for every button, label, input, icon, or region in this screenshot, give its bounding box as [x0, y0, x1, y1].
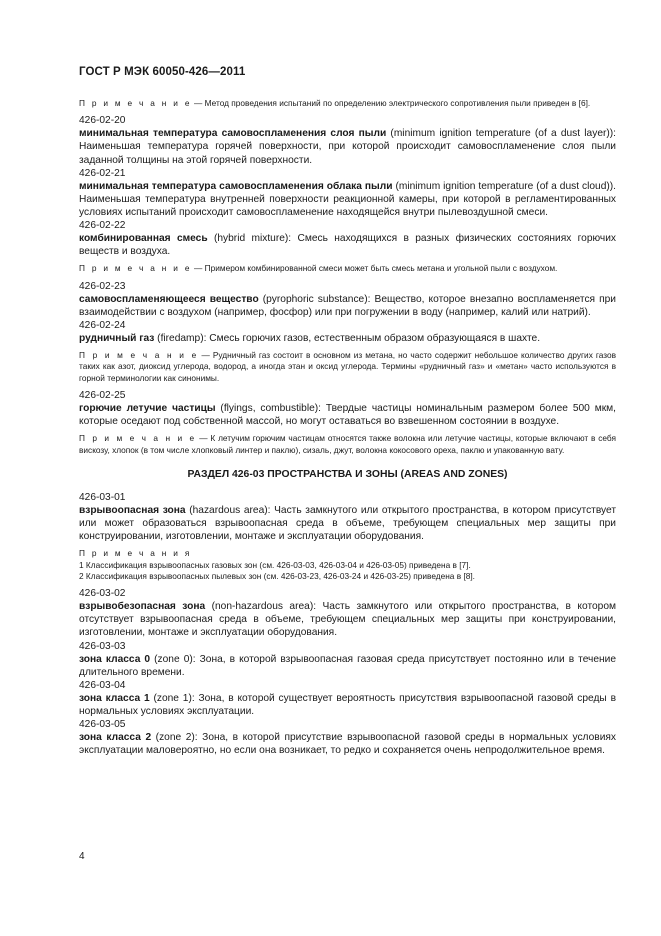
- note-resistivity: [79, 98, 616, 109]
- term-definition: (hazardous area): Часть замкнутого или открытого пространства, в котором присутствует или может образоваться взрывоопасная среда в объеме, требующем специальных мер защиты при конструировании, изготовлении, монтаже и эксплуатации оборудования.: [79, 504, 616, 543]
- term-code: 426-02-25: [79, 389, 126, 401]
- notes-heading: [79, 548, 616, 559]
- term-definition: (minimum ignition temperature (of a dust layer)): Наименьшая температура горячей поверхности, при которой происходит самовоспламенение слоя пыли заданной толщины на этой горячей поверхности.: [79, 128, 616, 166]
- term-definition: (zone 0): Зона, в которой взрывоопасная газовая среда присутствует постоянно или в течение длительного времени.: [79, 653, 616, 678]
- term-code: 426-02-21: [79, 167, 126, 179]
- note-item: 2 Классификация взрывоопасных пылевых зон (см. 426-03-23, 426-03-24 и 426-03-25) приведена в [8].: [79, 570, 475, 581]
- term-entry: [79, 653, 616, 679]
- document-page: [79, 66, 616, 757]
- note-label: П р и м е ч а н и е: [79, 433, 197, 444]
- term-name: взрывоопасная зона: [79, 504, 186, 516]
- term-definition: (pyrophoric substance): Вещество, которое внезапно воспламеняется при взаимодействии с воздухом (например, фосфор) или при погружении в воду (например, калий или натрий).: [79, 293, 617, 318]
- term-entry: [79, 232, 616, 258]
- term-entry: [79, 600, 616, 639]
- term-definition: (zone 2): Зона, в которой присутствие взрывоопасной газовой среды в нормальных условиях эксплуатации маловероятно, но если она возникает, то редко и сохраняется очень непродолжительное время.: [79, 732, 616, 757]
- term-entry: [79, 731, 616, 757]
- term-name: горючие летучие частицы: [79, 403, 216, 415]
- term-code: 426-02-23: [79, 280, 126, 292]
- term-code: 426-02-22: [79, 220, 126, 232]
- note-label: П р и м е ч а н и е: [79, 98, 192, 108]
- term-definition: (hybrid mixture): Смесь находящихся в разных физических состояниях горючих веществ и воздуха.: [79, 233, 617, 258]
- term-definition: (non-hazardous area): Часть замкнутого или открытого пространства, в котором отсутствует взрывоопасная среда в объеме, требующем специальных мер защиты при конструировании, изготовлении, монтаже и эксплуатации оборудования.: [79, 601, 616, 639]
- term-note: [79, 263, 616, 274]
- term-name: самовоспламеняющееся вещество: [79, 293, 259, 305]
- term-entry: [79, 180, 616, 219]
- term-name: взрывобезопасная зона: [79, 601, 206, 613]
- note-item: 1 Классификация взрывоопасных газовых зон (см. 426-03-03, 426-03-04 и 426-03-05) приведена в [7].: [79, 559, 471, 570]
- term-entry: [79, 293, 616, 319]
- term-entry: [79, 402, 616, 428]
- document-header: ГОСТ Р МЭК 60050-426—2011: [79, 66, 246, 78]
- page-number: 4: [79, 851, 85, 862]
- term-code: 426-03-03: [79, 640, 126, 652]
- term-name: минимальная температура самовоспламенения слоя пыли: [79, 128, 387, 140]
- term-name: зона класса 0: [79, 653, 151, 665]
- note-text: — Метод проведения испытаний по определению электрического сопротивления пыли приведен в [6].: [191, 98, 591, 108]
- term-code: 426-02-24: [79, 319, 126, 331]
- term-code: 426-03-04: [79, 679, 126, 691]
- note-text: — Рудничный газ состоит в основном из метана, но часто содержит небольшое количество других газов таких как азот, диоксид углерода, водород, а иногда этан и оксид углерода. Термины «рудничный газ» и «метан» часто используются в горной терминологии как синонимы.: [79, 350, 616, 383]
- term-name: рудничный газ: [79, 333, 155, 344]
- term-code: 426-03-05: [79, 719, 126, 731]
- term-name: зона класса 2: [79, 732, 152, 744]
- term-entry: [79, 127, 616, 166]
- term-entry: [79, 504, 616, 543]
- term-code: 426-03-01: [79, 491, 126, 503]
- term-name: зона класса 1: [79, 692, 150, 704]
- notes-label: П р и м е ч а н и я: [79, 548, 192, 559]
- section-title: РАЗДЕЛ 426-03 ПРОСТРАНСТВА И ЗОНЫ (AREAS AND ZONES): [187, 468, 508, 480]
- note-text: — К летучим горючим частицам относятся также волокна или летучие частицы, которые включают в себя вискозу, хлопок (в том числе хлопковый линтер и паклю), сизаль, джут, волокна кокосового ореха, паклю и упакованную вату.: [79, 433, 616, 455]
- term-note: [79, 433, 616, 456]
- term-definition: (zone 1): Зона, в которой существует вероятность присутствия взрывоопасной газовой среды в нормальных условиях эксплуатации.: [79, 692, 616, 717]
- term-code: 426-03-02: [79, 588, 126, 600]
- term-entry: [79, 692, 616, 718]
- term-code: 426-02-20: [79, 115, 126, 127]
- term-definition: (firedamp): Смесь горючих газов, естественным образом образующаяся в шахте.: [154, 333, 541, 344]
- term-entry: [79, 332, 616, 345]
- note-label: П р и м е ч а н и е: [79, 263, 192, 274]
- term-definition: (flyings, combustible): Твердые частицы номинальным размером более 500 мкм, которые оседают под собственной массой, но могут оставаться во взвешенном состоянии в воздухе.: [79, 403, 617, 428]
- term-name: минимальная температура самовоспламенения облака пыли: [79, 180, 393, 192]
- note-text: — Примером комбинированной смеси может быть смесь метана и угольной пыли с воздухом.: [191, 263, 558, 274]
- note-label: П р и м е ч а н и е: [79, 350, 199, 361]
- term-note: [79, 350, 616, 384]
- term-definition: (minimum ignition temperature (of a dust cloud)). Наименьшая температура внутренней поверхности реакционной камеры, при которой в регламентированных условиях испытаний происходит самовоспламенение находящейся внутри пылевоздушной смеси.: [79, 180, 617, 218]
- term-name: комбинированная смесь: [79, 233, 208, 245]
